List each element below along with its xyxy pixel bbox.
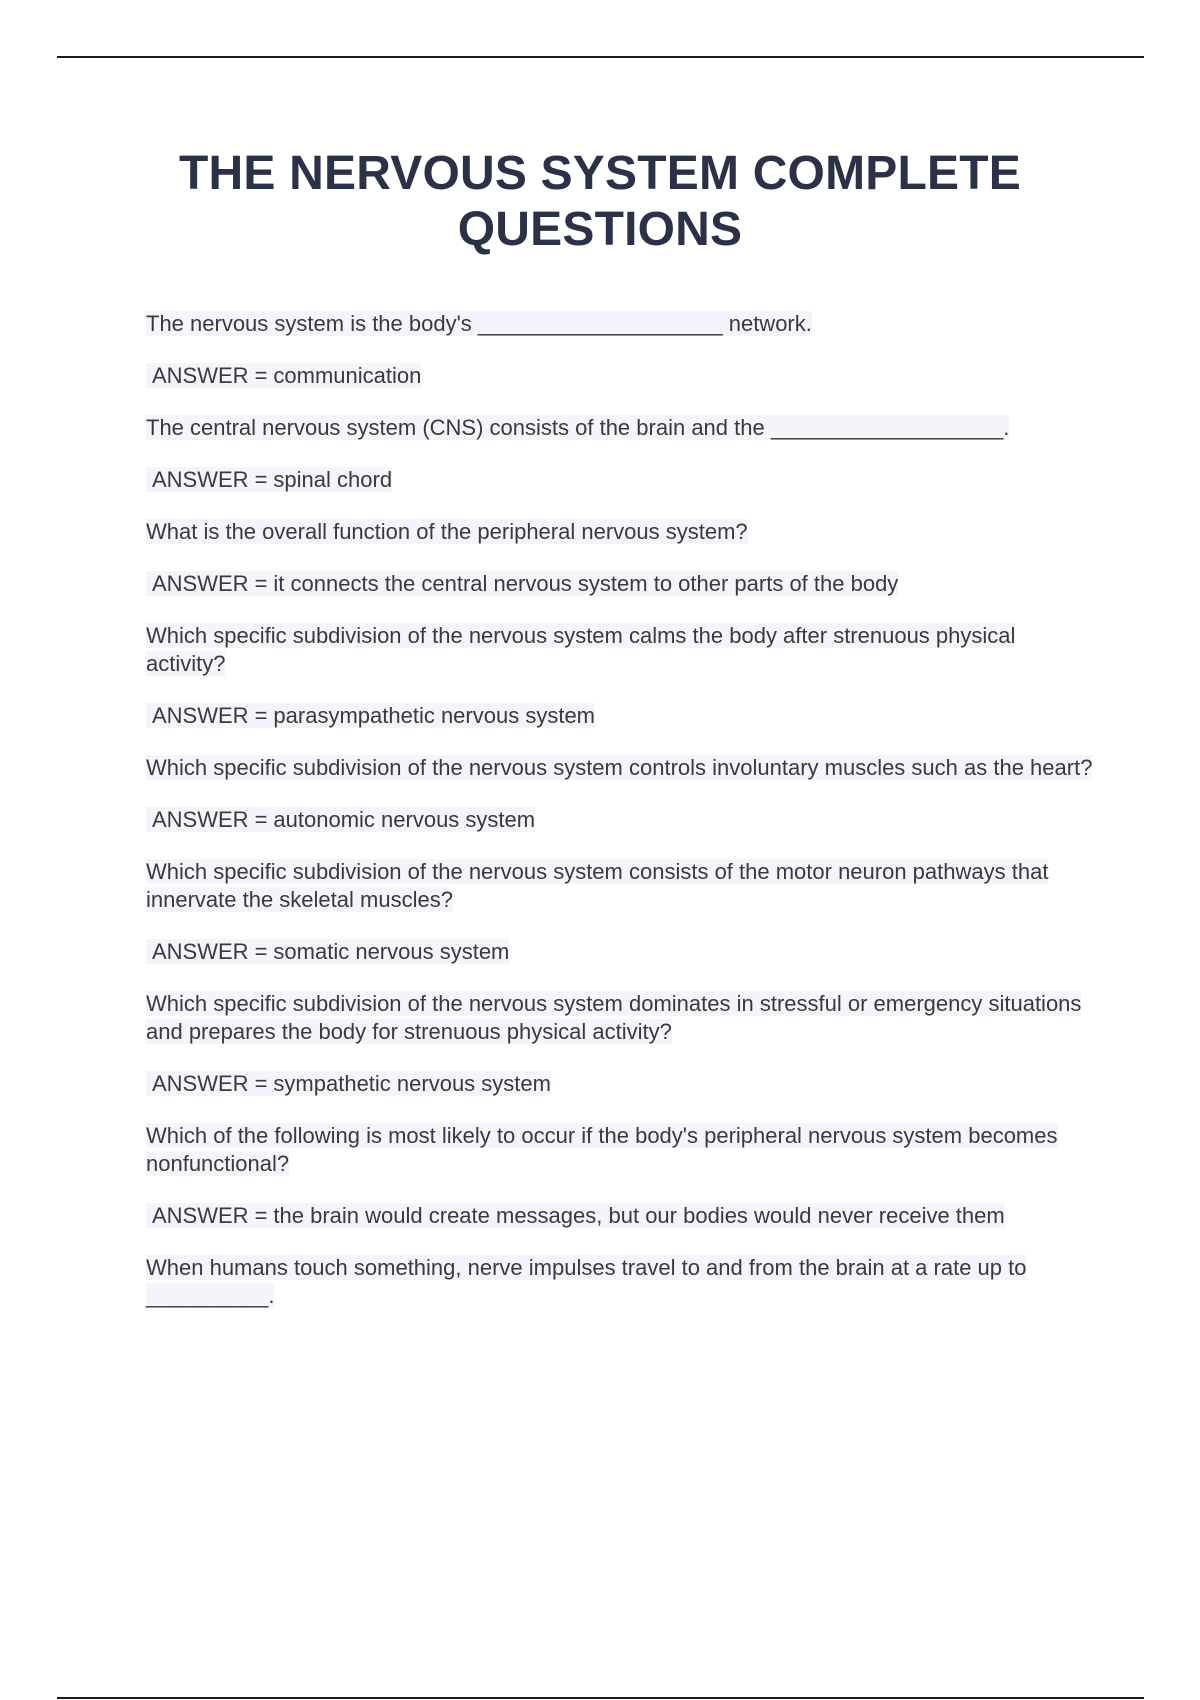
- answer-text: [146, 466, 1096, 494]
- answer-value: it connects the central nervous system to other parts of the body: [273, 571, 899, 596]
- qa-list: [146, 310, 1096, 1334]
- answer-label: ANSWER: [146, 1203, 249, 1228]
- qa-item-2: [146, 414, 1096, 494]
- answer-text: [146, 702, 1096, 730]
- question-text: The central nervous system (CNS) consists of the brain and the ___________________.: [146, 415, 1010, 440]
- top-rule: [57, 56, 1144, 58]
- question-text: Which specific subdivision of the nervous system controls involuntary muscles such as the heart?: [146, 755, 1093, 780]
- question-text: Which specific subdivision of the nervous system calms the body after strenuous physical activity?: [146, 623, 1016, 676]
- qa-item-9: [146, 1254, 1096, 1310]
- answer-label: ANSWER: [146, 703, 249, 728]
- question-text: Which of the following is most likely to occur if the body's peripheral nervous system becomes nonfunctional?: [146, 1123, 1058, 1176]
- answer-text: [146, 362, 1096, 390]
- answer-value: somatic nervous system: [273, 939, 510, 964]
- question-text: What is the overall function of the peripheral nervous system?: [146, 519, 748, 544]
- qa-item-6: [146, 858, 1096, 966]
- qa-item-8: [146, 1122, 1096, 1230]
- answer-text: [146, 570, 1096, 598]
- answer-value: parasympathetic nervous system: [273, 703, 595, 728]
- answer-label: ANSWER: [146, 467, 249, 492]
- answer-separator: =: [254, 1071, 268, 1096]
- answer-text: [146, 806, 1096, 834]
- answer-text: [146, 1070, 1096, 1098]
- qa-item-4: [146, 622, 1096, 730]
- answer-value: communication: [273, 363, 422, 388]
- answer-separator: =: [254, 571, 268, 596]
- answer-separator: =: [254, 363, 268, 388]
- qa-item-1: [146, 310, 1096, 390]
- question-text: Which specific subdivision of the nervous system dominates in stressful or emergency situations and prepares the body for strenuous physical activity?: [146, 991, 1082, 1044]
- question-text: The nervous system is the body's ____________________ network.: [146, 311, 812, 336]
- answer-label: ANSWER: [146, 807, 249, 832]
- answer-label: ANSWER: [146, 571, 249, 596]
- qa-item-3: [146, 518, 1096, 598]
- answer-separator: =: [254, 703, 268, 728]
- answer-value: spinal chord: [273, 467, 393, 492]
- answer-separator: =: [254, 807, 268, 832]
- bottom-rule: [57, 1697, 1144, 1699]
- answer-label: ANSWER: [146, 363, 249, 388]
- answer-value: the brain would create messages, but our bodies would never receive them: [273, 1203, 1005, 1228]
- answer-text: [146, 1202, 1096, 1230]
- qa-item-7: [146, 990, 1096, 1098]
- page-title: THE NERVOUS SYSTEM COMPLETE QUESTIONS: [179, 147, 1021, 256]
- qa-item-5: [146, 754, 1096, 834]
- question-text: When humans touch something, nerve impulses travel to and from the brain at a rate up to __________.: [146, 1255, 1027, 1308]
- answer-value: autonomic nervous system: [273, 807, 536, 832]
- answer-value: sympathetic nervous system: [273, 1071, 551, 1096]
- answer-text: [146, 938, 1096, 966]
- answer-separator: =: [254, 939, 268, 964]
- answer-label: ANSWER: [146, 1071, 249, 1096]
- answer-label: ANSWER: [146, 939, 249, 964]
- answer-separator: =: [254, 1203, 268, 1228]
- answer-separator: =: [254, 467, 268, 492]
- question-text: Which specific subdivision of the nervous system consists of the motor neuron pathways that innervate the skeletal muscles?: [146, 859, 1049, 912]
